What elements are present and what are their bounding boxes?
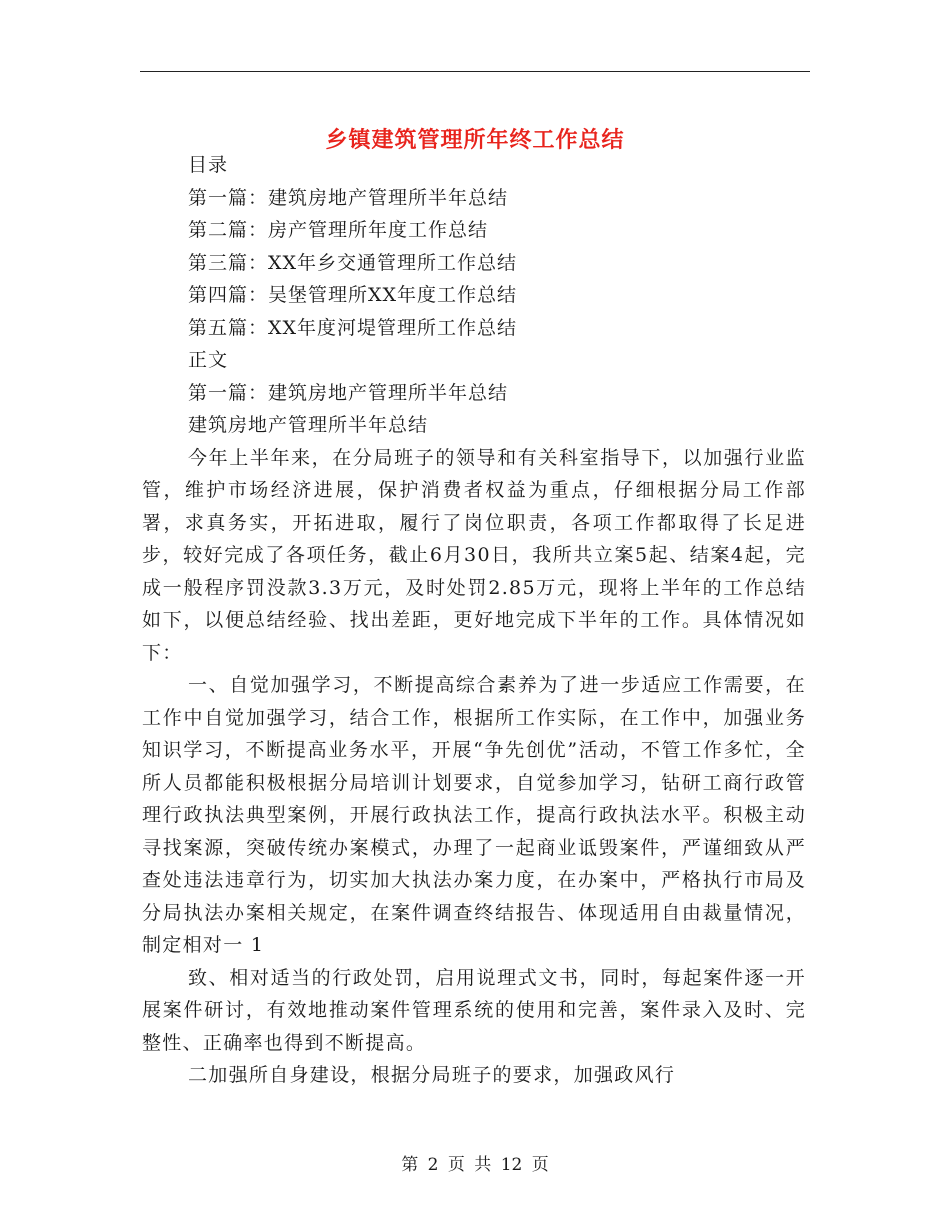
body-heading: 正文 [188,349,229,371]
chapter-subtitle: 建筑房地产管理所半年总结 [188,414,429,436]
toc-item: 第一篇：建筑房地产管理所半年总结 [188,186,509,209]
page-number: 第 2 页 共 12 页 [401,1155,549,1175]
body-paragraph: 致、相对适当的行政处罚，启用说理式文书，同时，每起案件逐一开展案件研讨，有效地推动案件管理系统的使用和完善，案件录入及时、完整性、正确率也得到不断提高。 [142,966,806,1054]
toc-heading: 目录 [188,154,229,176]
toc-item: 第三篇：XX年乡交通管理所工作总结 [188,251,518,274]
header-rule [140,71,810,72]
toc-item: 第五篇：XX年度河堤管理所工作总结 [188,316,518,339]
toc-item: 第四篇：吴堡管理所XX年度工作总结 [188,284,518,306]
document-title: 乡镇建筑管理所年终工作总结 [325,126,625,153]
body-paragraph: 一、自觉加强学习，不断提高综合素养为了进一步适应工作需要，在工作中自觉加强学习，结合工作，根据所工作实际，在工作中，加强业务知识学习，不断提高业务水平，开展“争先创优”活动，不管工作多忙，全所人员都能积极根据分局培训计划要求，自觉参加学习，钻研工商行政管理行政执法典型案例，开展行政执法工作，提高行政执法水平。积极主动寻找案源，突破传统办案模式，办理了一起商业诋毁案件，严谨细致从严查处违法违章行为，切实加大执法办案力度，在办案中，严格执行市局及分局执法办案相关规定，在案件调查终结报告、体现适用自由裁量情况，制定相对一 1 [142,674,806,956]
document-body [142,149,806,1092]
chapter-title: 第一篇：建筑房地产管理所半年总结 [188,381,509,404]
toc-item: 第二篇：房产管理所年度工作总结 [188,219,489,241]
body-paragraph: 二加强所自身建设，根据分局班子的要求，加强政风行 [188,1064,676,1086]
body-paragraph: 今年上半年来，在分局班子的领导和有关科室指导下，以加强行业监管，维护市场经济进展，保护消费者权益为重点，仔细根据分局工作部署，求真务实，开拓进取，履行了岗位职责，各项工作都取得了长足进步，较好完成了各项任务，截止6月30日，我所共立案5起、结案4起，完成一般程序罚没款3.3万元，及时处罚2.85万元，现将上半年的工作总结如下，以便总结经验、找出差距，更好地完成下半年的工作。具体情况如下： [142,446,806,664]
